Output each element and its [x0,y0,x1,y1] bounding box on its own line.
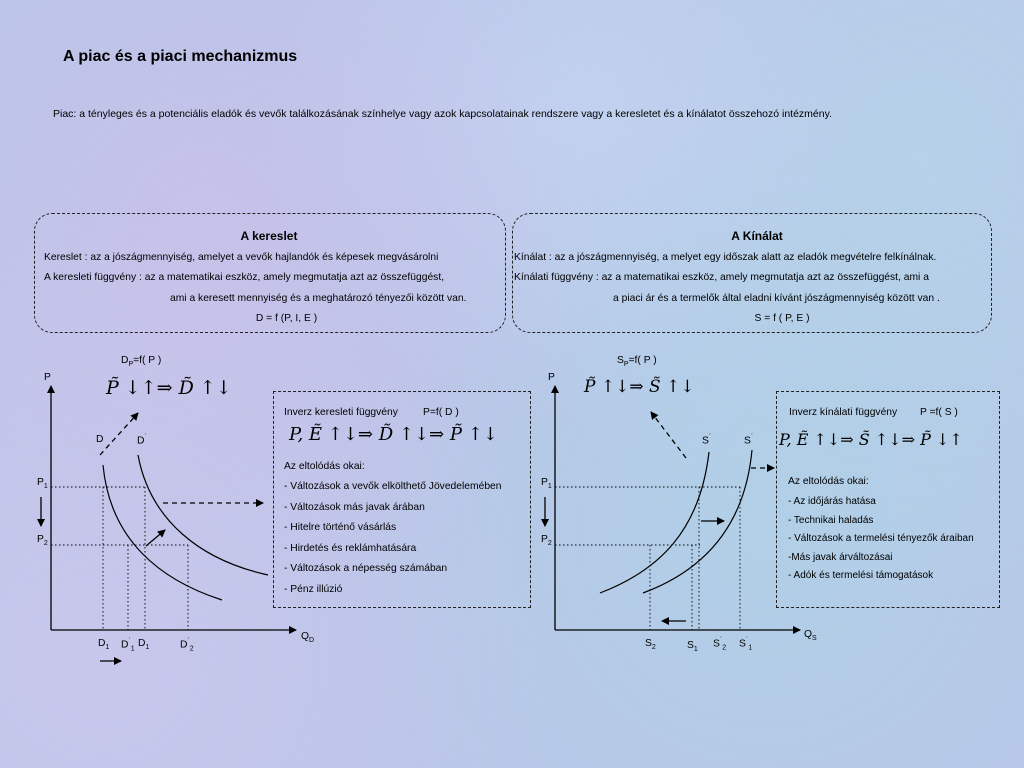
supply-shift-dashed-arrow [651,412,686,458]
list-item: - Pénz illúzió [284,583,343,595]
demand-curve-d-prime [138,455,268,575]
demand-shift-list [284,481,502,605]
demand-curve-d-prime-label: D´ [137,434,147,447]
demand-shift-arrow [146,530,165,546]
demand-inverse-func: P=f( D ) [423,407,459,418]
supply-shift-title: Az eltolódás okai: [788,476,869,487]
page-title: A piac és a piaci mechanizmus [63,48,298,65]
demand-formula: D = f (P, I, E ) [255,313,318,324]
demand-function-definition-cont: ami a keresett mennyiség és a meghatározó tényezői között van. [170,293,467,304]
supply-curve-s-prime [600,452,709,593]
supply-p2-label: $P_2$ [541,534,552,548]
demand-definition: Kereslet : az a jószágmennyiség, amelyet a vevők hajlandók és képesek megvásárolni [44,252,439,263]
list-item: - Változások a népesség számában [284,563,448,575]
demand-x-tick-0: $D_1$ [98,638,110,652]
list-item: - Technikai haladás [788,514,874,526]
supply-function-definition-cont: a piaci ár és a termelők által eladni kívánt jószágmennyiség között van . [613,293,940,304]
supply-function-label: $S_P=f$( P ) [617,355,657,369]
supply-inverse-title: Inverz kínálati függvény [789,407,898,418]
market-definition: Piac: a tényleges és a potenciális eladók és vevők találkozásának színhelye vagy azok kapcsolatainak rendszere vagy a keresletet és a kínálatot összehozó intézmény. [53,108,832,120]
supply-heading: A Kínálat [731,229,783,243]
supply-x-tick-2: $S^´_2$ [713,637,727,652]
demand-y-axis-label: P [44,372,51,383]
supply-p1-label: $P_1$ [541,477,552,491]
list-item: -Más javak árváltozásai [788,551,893,563]
supply-x-tick-0: $S_2$ [645,638,656,652]
demand-top-math: P̃ ↓↑⇒ D̃ ↑↓ [106,377,232,399]
demand-inverse-title: Inverz keresleti függvény [284,407,398,418]
supply-x-axis-label: $Q_S$ [804,629,817,643]
supply-function-definition: Kínálati függvény : az a matematikai eszköz, amely megmutatja azt az összefüggést, ami a [514,272,929,283]
supply-x-tick-1: $S_1$ [687,640,698,654]
demand-shift-dashed-arrow [100,413,138,455]
list-item: - Változások más javak árában [284,501,425,513]
demand-curve-d-label: D [96,434,104,445]
demand-heading: A kereslet [240,229,298,243]
list-item: - Hitelre történő vásárlás [284,522,397,534]
supply-inverse-math: P, Ẽ ↑↓⇒ S̃ ↑↓⇒ P̃ ↓↑ [779,430,963,449]
demand-function-definition: A keresleti függvény : az a matematikai eszköz, amely megmutatja azt az összefüggést, [44,272,445,283]
list-item: - Változások a termelési tényezők áraiban [788,533,974,544]
supply-y-axis-label: P [548,372,555,383]
supply-x-tick-3: $S^´_1$ [739,637,753,652]
demand-x-tick-2: $D_1$ [138,638,150,652]
supply-shift-list [788,496,974,589]
demand-x-tick-1: $D^´_1$ [121,638,135,653]
list-item: - Változások a vevők elkölthető Jövedelemében [284,481,502,492]
supply-top-math: P̃ ↑↓⇒ S̃ ↑↓ [584,377,695,397]
supply-formula: S = f ( P, E ) [754,313,810,324]
supply-curve-s-prime-label: S´ [702,434,712,447]
supply-curve-s-double-prime-label: S´ [744,434,754,447]
demand-p2-label: $P_2$ [37,534,48,548]
list-item: - Az időjárás hatása [788,496,876,507]
demand-x-tick-3: $D^´_2$ [180,638,194,653]
demand-p1-label: $P_1$ [37,477,48,491]
demand-shift-title: Az eltolódás okai: [284,461,365,472]
supply-definition: Kínálat : az a jószágmennyiség, a melyet egy időszak alatt az eladók megvételre felkínálnak. [514,252,937,263]
demand-function-label: $D_P=f$( P ) [121,355,162,369]
supply-curve-s-double-prime [643,450,752,593]
demand-inverse-math: P, Ẽ ↑↓⇒ D̃ ↑↓⇒ P̃ ↑↓ [289,424,498,445]
list-item: - Adók és termelési támogatások [788,570,934,581]
list-item: - Hirdetés és reklámhatására [284,542,417,554]
supply-inverse-func: P =f( S ) [920,407,958,418]
demand-x-axis-label: $Q_D$ [301,631,315,645]
